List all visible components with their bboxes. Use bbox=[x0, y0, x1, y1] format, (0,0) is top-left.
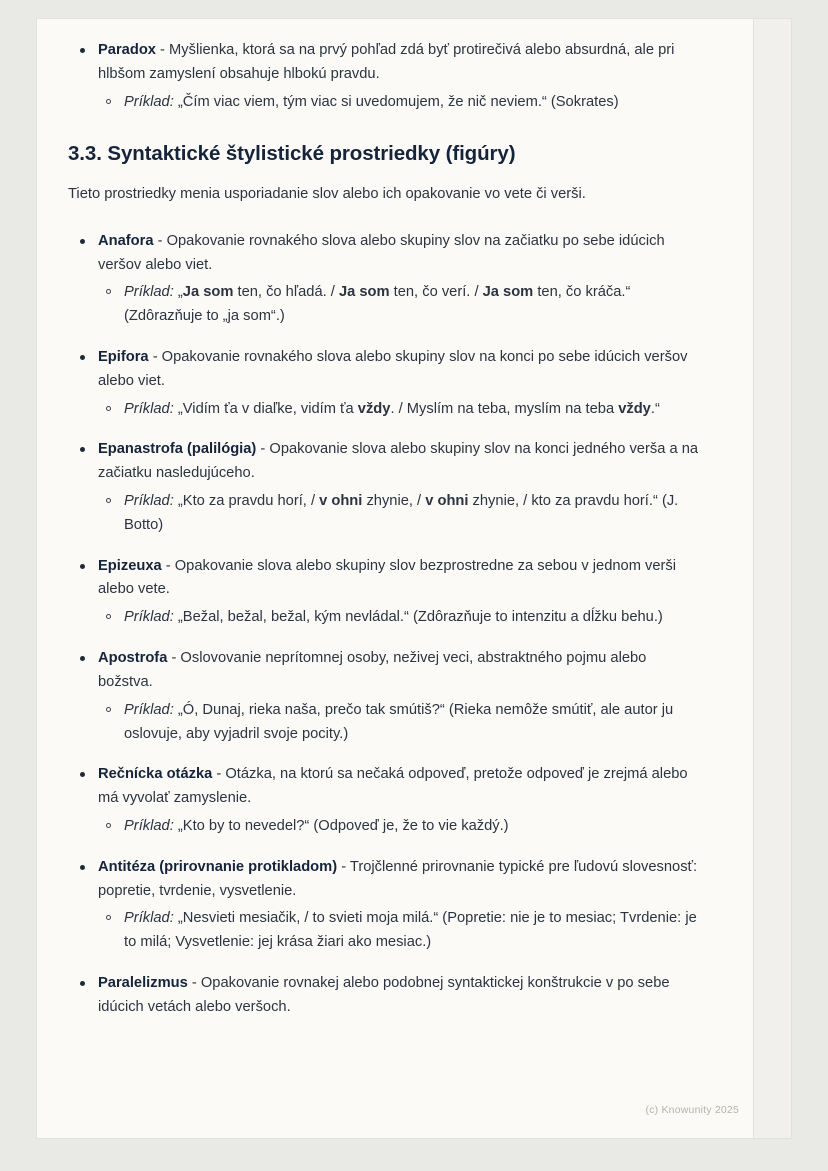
example-text: „Nesvieti mesiačik, / to svieti moja milá.“ (Popretie: nie je to mesiac; Tvrdenie: je to milá; Vysvetlenie: jej krása žiari ako mesiac.) bbox=[124, 910, 697, 951]
list-item bbox=[68, 438, 705, 537]
term-label: Paralelizmus bbox=[98, 975, 188, 992]
example-text: „Kto by to nevedel?“ (Odpoveď je, že to vie každý.) bbox=[173, 817, 509, 834]
list-item bbox=[98, 91, 705, 115]
term-dash: - bbox=[153, 232, 167, 249]
term-label: Rečnícka otázka bbox=[98, 766, 213, 783]
term-dash: - bbox=[161, 557, 175, 574]
list-item bbox=[68, 230, 705, 329]
watermark: (c) Knowunity 2025 bbox=[645, 1104, 739, 1116]
example-label: Príklad: bbox=[124, 284, 174, 301]
example-list bbox=[98, 281, 705, 329]
example-emphasis: vždy bbox=[357, 400, 391, 417]
example-list bbox=[98, 907, 705, 955]
example-emphasis: vždy bbox=[618, 400, 651, 417]
example-emphasis: Ja som bbox=[338, 284, 390, 301]
term-line bbox=[98, 438, 705, 486]
list-item bbox=[68, 39, 705, 114]
term-label: Epizeuxa bbox=[98, 557, 162, 574]
list-item bbox=[68, 647, 705, 746]
intro-paragraph: Tieto prostriedky menia usporiadanie slov alebo ich opakovanie vo vete či verši. bbox=[68, 186, 586, 203]
term-line bbox=[98, 647, 705, 695]
list-item bbox=[98, 606, 705, 630]
term-dash: - bbox=[337, 858, 350, 875]
term-line bbox=[98, 555, 705, 603]
example-line bbox=[124, 398, 705, 422]
term-line bbox=[98, 346, 705, 394]
example-emphasis: Ja som bbox=[182, 284, 234, 301]
list-item bbox=[68, 555, 705, 630]
term-definition: Opakovanie slova alebo skupiny slov na konci jedného verša a na začiatku nasledujúceho. bbox=[98, 441, 699, 482]
term-line bbox=[98, 972, 705, 1020]
list-item bbox=[68, 763, 705, 838]
term-dash: - bbox=[167, 650, 181, 667]
example-list bbox=[98, 490, 705, 538]
list-item bbox=[98, 398, 705, 422]
example-emphasis: v ohni bbox=[425, 493, 469, 510]
term-label: Paradox bbox=[98, 42, 156, 58]
term-dash: - bbox=[212, 766, 226, 783]
example-label: Príklad: bbox=[124, 400, 174, 417]
term-definition: Opakovanie rovnakej alebo podobnej syntaktickej konštrukcie v po sebe idúcich vetách alebo veršoch. bbox=[98, 975, 670, 1015]
term-definition: Opakovanie rovnakého slova alebo skupiny slov na konci po sebe idúcich veršov alebo viet. bbox=[98, 348, 688, 389]
term-label: Antitéza (prirovnanie protikladom) bbox=[98, 858, 338, 875]
document-content bbox=[37, 19, 751, 1020]
term-label: Epanastrofa (palilógia) bbox=[98, 441, 257, 458]
example-text: ten, čo kráča.“ (Zdôrazňuje to „ja som“.) bbox=[124, 284, 631, 325]
list-item bbox=[68, 346, 705, 421]
term-label: Anafora bbox=[98, 232, 154, 249]
example-label: Príklad: bbox=[124, 817, 174, 834]
term-line bbox=[98, 856, 705, 904]
scrollbar-gutter[interactable] bbox=[753, 19, 791, 1138]
term-definition: Oslovovanie neprítomnej osoby, neživej veci, abstraktného pojmu alebo božstva. bbox=[98, 650, 647, 690]
example-label: Príklad: bbox=[124, 493, 174, 510]
example-text: „Vidím ťa v diaľke, vidím ťa bbox=[173, 400, 358, 417]
example-label: Príklad: bbox=[124, 93, 174, 110]
figures-list bbox=[68, 230, 705, 1020]
example-line bbox=[124, 490, 705, 538]
list-item bbox=[98, 490, 705, 538]
document-page bbox=[37, 19, 791, 1138]
example-text: „Čím viac viem, tým viac si uvedomujem, že nič neviem.“ (Sokrates) bbox=[173, 93, 619, 110]
top-list bbox=[68, 39, 705, 114]
example-list bbox=[98, 91, 705, 115]
term-dash: - bbox=[256, 441, 270, 458]
example-text: „Bežal, bežal, bežal, kým nevládal.“ (Zdôrazňuje to intenzitu a dĺžku behu.) bbox=[173, 609, 663, 626]
example-emphasis: v ohni bbox=[319, 493, 363, 510]
term-dash: - bbox=[148, 348, 162, 365]
example-label: Príklad: bbox=[124, 910, 174, 927]
example-label: Príklad: bbox=[124, 609, 174, 626]
list-item bbox=[98, 815, 705, 839]
term-definition: Opakovanie slova alebo skupiny slov bezprostredne za sebou v jednom verši alebo vete. bbox=[98, 557, 677, 598]
example-list bbox=[98, 699, 705, 747]
example-text: .“ bbox=[650, 400, 660, 417]
example-line bbox=[124, 699, 705, 747]
example-text: „ bbox=[173, 284, 183, 301]
example-text: ten, čo verí. / bbox=[389, 284, 483, 301]
list-item bbox=[98, 699, 705, 747]
term-line bbox=[98, 763, 705, 811]
example-line bbox=[124, 91, 705, 115]
term-definition: Trojčlenné prirovnanie typické pre ľudovú slovesnosť: popretie, tvrdenie, vysvetlenie. bbox=[98, 858, 698, 899]
example-text: „Ó, Dunaj, rieka naša, prečo tak smútiš?“ (Rieka nemôže smútiť, ale autor ju oslovuje, aby vyjadril svoje pocity.) bbox=[124, 701, 674, 742]
example-list bbox=[98, 606, 705, 630]
example-line bbox=[124, 281, 705, 329]
term-label: Apostrofa bbox=[98, 650, 168, 667]
term-dash: - bbox=[155, 42, 170, 58]
example-emphasis: Ja som bbox=[482, 284, 534, 301]
example-line bbox=[124, 606, 705, 630]
term-label: Epifora bbox=[98, 348, 149, 365]
term-dash: - bbox=[187, 975, 201, 992]
term-definition: Myšlienka, ktorá sa na prvý pohľad zdá byť protirečivá alebo absurdná, ale pri hlbšom zamyslení obsahuje hlbokú pravdu. bbox=[98, 42, 675, 82]
example-text: ten, čo hľadá. / bbox=[233, 284, 339, 301]
term-definition: Otázka, na ktorú sa nečaká odpoveď, pretože odpoveď je zrejmá alebo má vyvolať zamyslenie. bbox=[98, 766, 688, 807]
term-line bbox=[98, 39, 705, 87]
list-item bbox=[68, 856, 705, 955]
term-line bbox=[98, 230, 705, 278]
example-text: . / Myslím na teba, myslím na teba bbox=[390, 400, 619, 417]
example-line bbox=[124, 815, 705, 839]
example-line bbox=[124, 907, 705, 955]
list-item bbox=[68, 972, 705, 1020]
list-item bbox=[98, 907, 705, 955]
term-definition: Opakovanie rovnakého slova alebo skupiny slov na začiatku po sebe idúcich veršov alebo viet. bbox=[98, 232, 665, 273]
section-heading: 3.3. Syntaktické štylistické prostriedky (figúry) bbox=[68, 142, 516, 166]
example-list bbox=[98, 398, 705, 422]
example-list bbox=[98, 815, 705, 839]
example-text: „Kto za pravdu horí, / bbox=[173, 493, 320, 510]
list-item bbox=[98, 281, 705, 329]
example-text: zhynie, / kto za pravdu horí.“ (J. Botto) bbox=[124, 493, 679, 533]
example-text: zhynie, / bbox=[362, 493, 426, 510]
example-label: Príklad: bbox=[124, 701, 174, 718]
